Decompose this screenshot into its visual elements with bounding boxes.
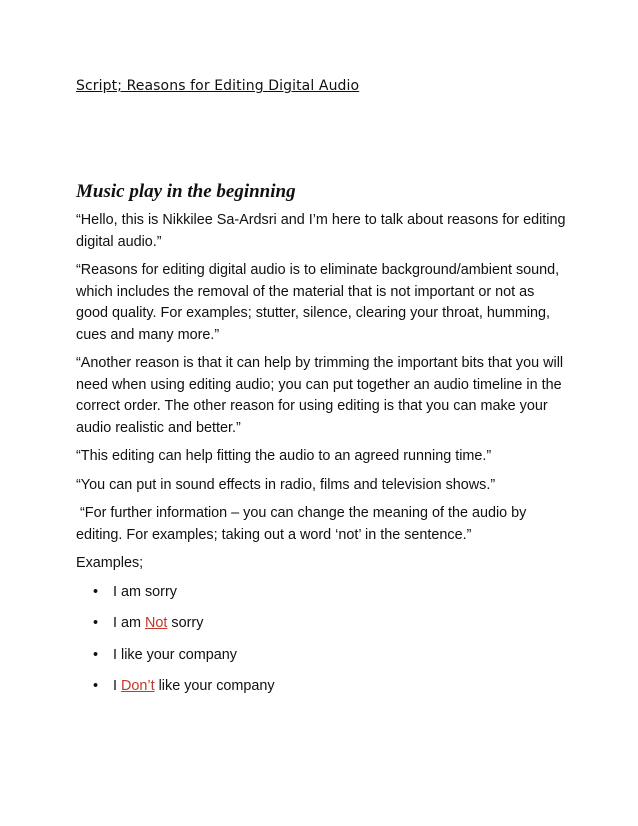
- paragraph-trimming: “Another reason is that it can help by trimming the important bits that you will need when using editing audio; you can put together an audio timeline in the correct order. The other reason for using editing is that you can make your audio realistic and better.”: [76, 355, 564, 436]
- script-body: [76, 210, 568, 708]
- examples-list: [76, 582, 568, 698]
- example-text: sorry: [167, 615, 204, 631]
- highlighted-word: Don’t: [121, 678, 155, 694]
- script-title: Script; Reasons for Editing Digital Audio: [76, 78, 360, 94]
- paragraph-intro: “Hello, this is Nikkilee Sa-Ardsri and I’m here to talk about reasons for editing digital audio.”: [76, 212, 566, 250]
- paragraph-background-sound: “Reasons for editing digital audio is to eliminate background/ambient sound, which includes the removal of the material that is not important or not as good quality. For examples; stutter, silence, clearing your throat, humming, cues and many more.”: [76, 262, 560, 343]
- example-text: I am: [113, 615, 145, 631]
- example-text: I like your company: [113, 646, 237, 663]
- example-text: I: [113, 678, 121, 694]
- paragraph-meaning: “For further information – you can change the meaning of the audio by editing. For examples; taking out a word ‘not’ in the sentence.”: [76, 505, 531, 543]
- highlighted-word: Not: [145, 615, 168, 631]
- section-heading: Music play in the beginning: [76, 181, 296, 202]
- list-item: [76, 645, 568, 667]
- list-item: [76, 676, 568, 698]
- paragraph-sound-effects: “You can put in sound effects in radio, films and television shows.”: [76, 476, 496, 493]
- list-item: [76, 582, 568, 604]
- example-text: I am sorry: [113, 583, 177, 600]
- list-item: [76, 613, 568, 635]
- example-text: like your company: [154, 678, 275, 694]
- paragraph-running-time: “This editing can help fitting the audio to an agreed running time.”: [76, 448, 492, 464]
- examples-label: Examples;: [76, 555, 144, 571]
